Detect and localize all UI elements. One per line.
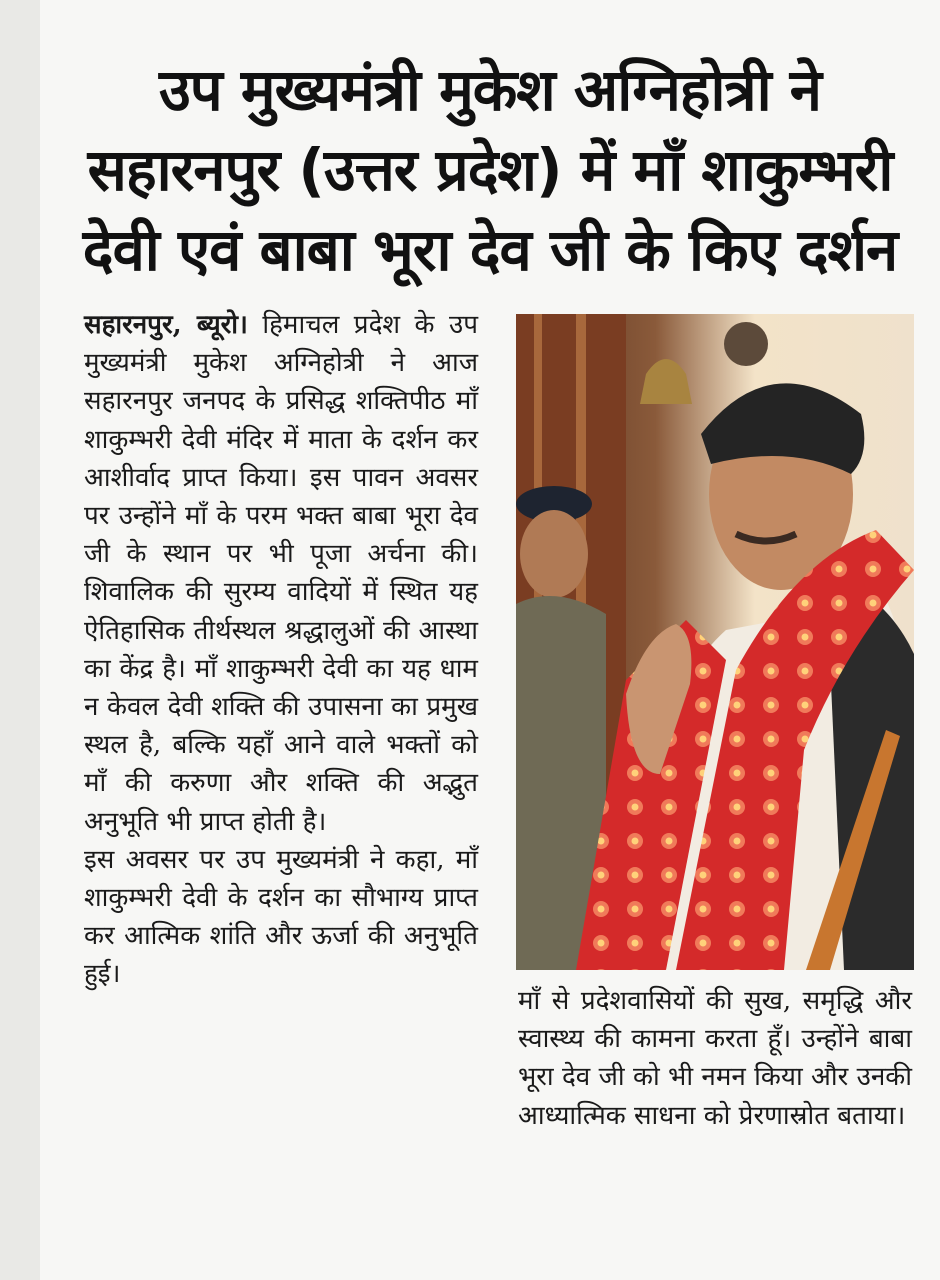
article-column-left [84, 306, 478, 994]
paragraph-2: इस अवसर पर उप मुख्यमंत्री ने कहा, माँ शाकुम्भरी देवी के दर्शन का सौभाग्य प्राप्त कर आत्मिक शांति और ऊर्जा की अनुभूति हुई। [84, 844, 478, 990]
paragraph-3: माँ से प्रदेशवासियों की सुख, समृद्धि और स्वास्थ्य की कामना करता हूँ। उन्होंने बाबा भूरा देव जी को भी नमन किया और उनकी आध्यात्मिक साधना को प्रेरणास्रोत बताया। [518, 986, 912, 1131]
article-column-right [518, 982, 912, 1135]
page-margin-strip [0, 0, 40, 1280]
news-photo-illustration [516, 314, 914, 970]
headline: उप मुख्यमंत्री मुकेश अग्निहोत्री ने सहारनपुर (उत्तर प्रदेश) में माँ शाकुम्भरी देवी एवं बाबा भूरा देव जी के किए दर्शन [82, 56, 898, 284]
paragraph-1-body: हिमाचल प्रदेश के उप मुख्यमंत्री मुकेश अग्निहोत्री ने आज सहारनपुर जनपद के प्रसिद्ध शक्तिपीठ माँ शाकुम्भरी देवी मंदिर में माता के दर्शन कर आशीर्वाद प्राप्त किया। इस पावन अवसर पर उन्होंने माँ के परम भक्त बाबा भूरा देव जी के स्थान पर भी पूजा अर्चना की। शिवालिक की सुरम्य वादियों में स्थित यह ऐतिहासिक तीर्थस्थल श्रद्धालुओं की आस्था का केंद्र है। माँ शाकुम्भरी देवी का यह धाम न केवल देवी शक्ति की उपासना का प्रमुख स्थल है, बल्कि यहाँ आने वाले भक्तों को माँ की करुणा और शक्ति की अद्भुत अनुभूति भी प्राप्त होती है। [84, 310, 478, 837]
news-photo [516, 314, 914, 970]
paragraph-1 [84, 306, 478, 841]
dateline: सहारनपुर, ब्यूरो। [84, 310, 248, 340]
